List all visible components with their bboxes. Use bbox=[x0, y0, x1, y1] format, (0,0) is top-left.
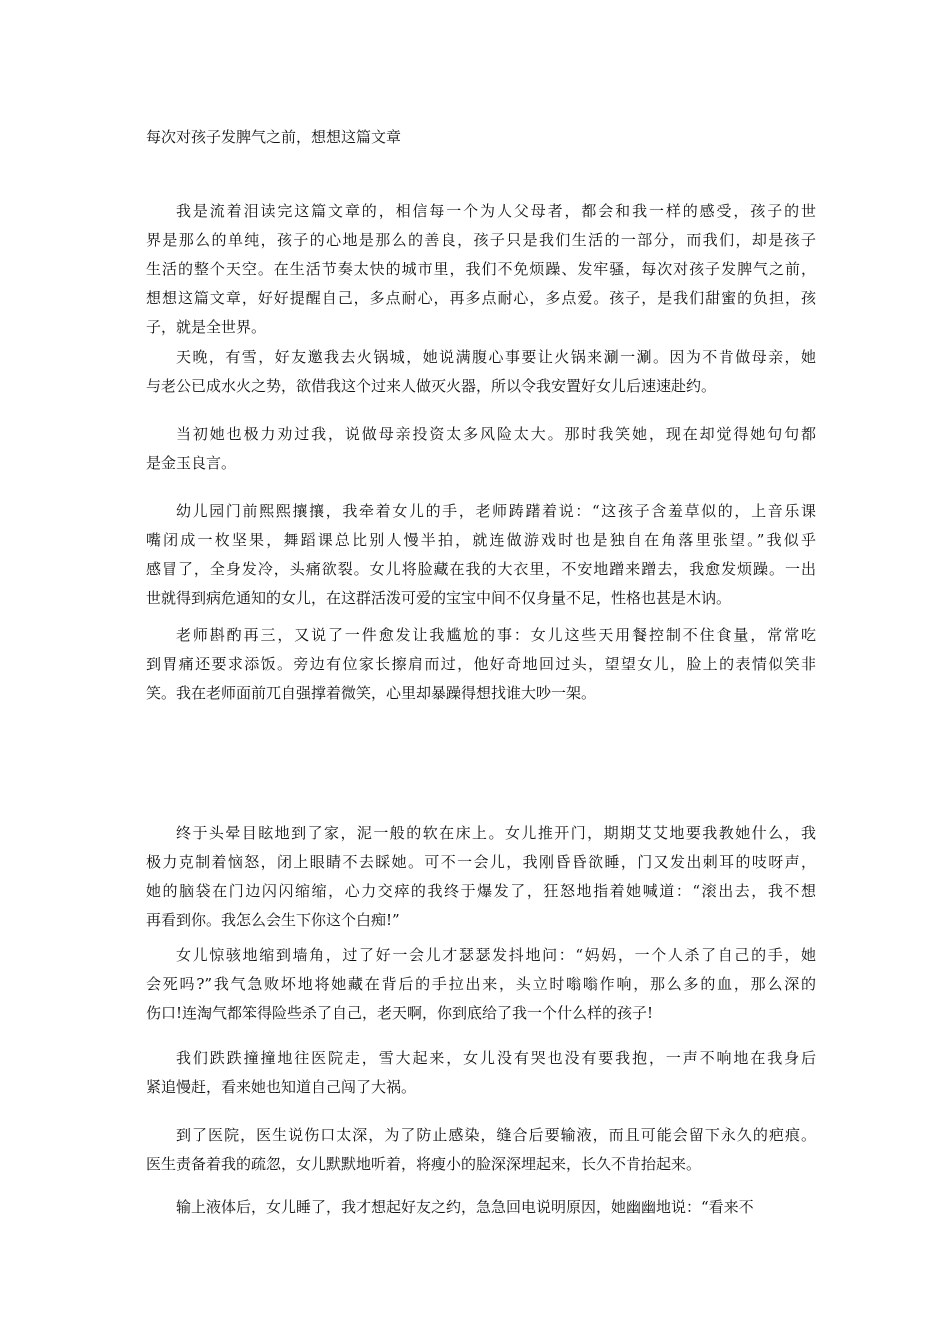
paragraph-line: 与老公已成水火之势，欲借我这个过来人做灭火器，所以令我安置好女儿后速速赴约。 bbox=[146, 377, 717, 395]
paragraph-line: 笑。我在老师面前兀自强撑着微笑，心里却暴躁得想找谁大吵一架。 bbox=[146, 684, 597, 702]
paragraph-line: 子，就是全世界。 bbox=[146, 318, 267, 336]
paragraph-line: 输上液体后，女儿睡了，我才想起好友之约，急急回电说明原因，她幽幽地说：“看来不 bbox=[176, 1198, 754, 1216]
paragraph-2 bbox=[146, 343, 816, 401]
paragraph-line: 想想这篇文章，好好提醒自己，多点耐心，再多点耐心，多点爱。孩子，是我们甜蜜的负担，孩 bbox=[146, 289, 816, 307]
paragraph-line: 我是流着泪读完这篇文章的，相信每一个为人父母者，都会和我一样的感受，孩子的世 bbox=[176, 202, 816, 220]
paragraph-1 bbox=[146, 197, 816, 342]
paragraph-4 bbox=[146, 497, 816, 613]
paragraph-line: 老师斟酌再三，又说了一件愈发让我尴尬的事：女儿这些天用餐控制不住食量，常常吃 bbox=[176, 626, 816, 644]
paragraph-line: 生活的整个天空。在生活节奏太快的城市里，我们不免烦躁、发牢骚，每次对孩子发脾气之前， bbox=[146, 260, 816, 278]
paragraph-line: 再看到你。我怎么会生下你这个白痴!” bbox=[146, 911, 400, 929]
paragraph-9 bbox=[146, 1121, 816, 1179]
paragraph-line: 紧追慢赶，看来她也知道自己闯了大祸。 bbox=[146, 1078, 417, 1096]
paragraph-line: 世就得到病危通知的女儿，在这群活泼可爱的宝宝中间不仅身量不足，性格也甚是木讷。 bbox=[146, 589, 732, 607]
paragraph-line: 我们跌跌撞撞地往医院走，雪大起来，女儿没有哭也没有要我抱，一声不响地在我身后 bbox=[176, 1049, 816, 1067]
article-title: 每次对孩子发脾气之前，想想这篇文章 bbox=[146, 128, 402, 146]
paragraph-line: 到了医院，医生说伤口太深，为了防止感染，缝合后要输液，而且可能会留下永久的疤痕。 bbox=[176, 1126, 816, 1144]
paragraph-6 bbox=[146, 819, 816, 935]
paragraph-line: 嘴闭成一枚坚果，舞蹈课总比别人慢半拍，就连做游戏时也是独自在角落里张望。”我似乎 bbox=[146, 531, 816, 549]
paragraph-line: 终于头晕目眩地到了家，泥一般的软在床上。女儿推开门，期期艾艾地要我教她什么，我 bbox=[176, 824, 816, 842]
paragraph-line: 极力克制着恼怒，闭上眼睛不去睬她。可不一会儿，我刚昏昏欲睡，门又发出刺耳的吱呀声， bbox=[146, 853, 816, 871]
paragraph-line: 医生责备着我的疏忽，女儿默默地听着，将瘦小的脸深深埋起来，长久不肯抬起来。 bbox=[146, 1155, 702, 1173]
paragraph-line: 幼儿园门前熙熙攘攘，我牵着女儿的手，老师踌躇着说：“这孩子含羞草似的，上音乐课 bbox=[176, 502, 816, 520]
paragraph-line: 是金玉良言。 bbox=[146, 454, 237, 472]
paragraph-line: 感冒了，全身发冷，头痛欲裂。女儿将脸藏在我的大衣里，不安地蹭来蹭去，我愈发烦躁。一出 bbox=[146, 560, 816, 578]
paragraph-line: 伤口!连淘气都笨得险些杀了自己，老天啊，你到底给了我一个什么样的孩子! bbox=[146, 1004, 654, 1022]
paragraph-line: 会死吗?”我气急败坏地将她藏在背后的手拉出来，头立时嗡嗡作响，那么多的血，那么深的 bbox=[146, 975, 816, 993]
paragraph-line: 当初她也极力劝过我，说做母亲投资太多风险太大。那时我笑她，现在却觉得她句句都 bbox=[176, 425, 816, 443]
paragraph-line: 界是那么的单纯，孩子的心地是那么的善良，孩子只是我们生活的一部分，而我们，却是孩子 bbox=[146, 231, 816, 249]
paragraph-8 bbox=[146, 1044, 816, 1102]
paragraph-5 bbox=[146, 621, 816, 708]
paragraph-10 bbox=[146, 1193, 816, 1222]
paragraph-3 bbox=[146, 420, 816, 478]
paragraph-line: 她的脑袋在门边闪闪缩缩，心力交瘁的我终于爆发了，狂怒地指着她喊道：“滚出去，我不想 bbox=[146, 882, 816, 900]
paragraph-line: 女儿惊骇地缩到墙角，过了好一会儿才瑟瑟发抖地问：“妈妈，一个人杀了自己的手，她 bbox=[176, 946, 816, 964]
paragraph-line: 到胃痛还要求添饭。旁边有位家长擦肩而过，他好奇地回过头，望望女儿，脸上的表情似笑非 bbox=[146, 655, 816, 673]
paragraph-7 bbox=[146, 941, 816, 1028]
paragraph-line: 天晚，有雪，好友邀我去火锅城，她说满腹心事要让火锅来涮一涮。因为不肯做母亲，她 bbox=[176, 348, 816, 366]
